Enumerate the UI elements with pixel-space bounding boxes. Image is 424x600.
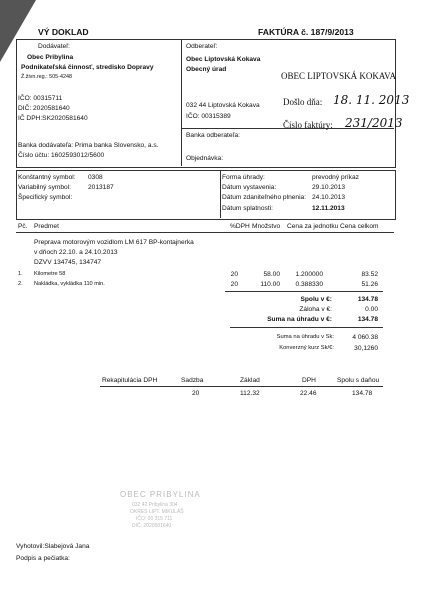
recap-header-3: DPH bbox=[302, 377, 316, 384]
item-vat: 20 bbox=[230, 281, 238, 288]
description-line-1: v dňoch 22.10. a 24.10.2013 bbox=[34, 249, 118, 256]
invoice-number-label: Číslo faktúry: bbox=[283, 120, 333, 130]
customer-label: Odberateľ: bbox=[186, 43, 218, 50]
item-name: Kilometre 58 bbox=[34, 271, 66, 277]
recap-cell-2: 112.32 bbox=[240, 390, 260, 397]
item-no: 1. bbox=[18, 271, 23, 277]
supplier-ico: IČO: 00315711 bbox=[18, 95, 63, 102]
invoice-title: FAKTÚRA č. 187/9/2013 bbox=[258, 27, 354, 37]
item-no: 2. bbox=[18, 281, 23, 287]
symbol-value-1: 2013187 bbox=[88, 184, 114, 191]
parties-divider bbox=[181, 39, 182, 166]
total-value-2: 134.78 bbox=[357, 316, 378, 323]
symbols-divider bbox=[220, 170, 221, 218]
col-qty: Množstvo bbox=[252, 223, 281, 230]
recap-rule bbox=[100, 386, 383, 387]
recap-cell-4: 134.78 bbox=[352, 390, 373, 397]
recap-header-0: Rekapitulácia DPH bbox=[102, 377, 158, 384]
recap-header-4: Spolu s daňou bbox=[337, 377, 380, 384]
customer-ico: IČO: 00315389 bbox=[186, 113, 231, 120]
conversion-label-0: Suma na úhradu v Sk: bbox=[276, 334, 334, 340]
payment-value-2: 24.10.2013 bbox=[312, 194, 346, 201]
total-value-1: 0.00 bbox=[365, 306, 378, 313]
stamp-line: 032 42 Pribylina 304 bbox=[132, 502, 178, 508]
customer-bank: Banka odberateľa: bbox=[186, 132, 240, 139]
stamp-line: IČO: 00 315 711 bbox=[136, 516, 173, 522]
item-unit-price: 0.388330 bbox=[295, 281, 323, 288]
signature-label: Podpis a pečiatka: bbox=[16, 555, 70, 562]
col-vat: %DPH bbox=[230, 223, 250, 230]
symbol-label-1: Variabilný symbol: bbox=[18, 184, 72, 191]
supplier-icdph: IČ DPH:SK2020581640 bbox=[18, 115, 88, 122]
payment-label-3: Dátum splatnosti: bbox=[222, 205, 273, 212]
recap-cell-1: 20 bbox=[192, 390, 200, 397]
customer-office: Obecný úrad bbox=[186, 66, 227, 73]
received-date-label: Došlo dňa: bbox=[283, 97, 323, 107]
supplier-bank: Banka dodávateľa: Prima banka Slovensko, a.s. bbox=[18, 142, 159, 149]
totals-rule bbox=[230, 327, 383, 328]
supplier-account: Číslo účtu: 1602593012/5600 bbox=[18, 152, 105, 159]
item-name: Nakládka, vykládka 110 min. bbox=[34, 281, 105, 287]
issued-by: Vyhotovil:Slabejová Jana bbox=[16, 543, 90, 550]
recap-header-2: Základ bbox=[240, 377, 260, 384]
conversion-value-1: 30,1260 bbox=[354, 345, 378, 352]
item-vat: 20 bbox=[230, 271, 238, 278]
total-label-0: Spolu v €: bbox=[300, 296, 332, 303]
description-line-2: DZVV 134745, 134747 bbox=[34, 259, 102, 266]
items-header-rule bbox=[16, 232, 394, 233]
items-end-rule bbox=[225, 291, 383, 292]
invoice-number-value: 231/2013 bbox=[345, 116, 403, 130]
payment-value-0: prevodný príkaz bbox=[312, 174, 359, 181]
municipal-stamp bbox=[120, 490, 230, 538]
stamp-line: OBEC PRIBYLINA bbox=[120, 490, 201, 499]
customer-name: Obec Liptovská Kokava bbox=[186, 56, 261, 63]
item-qty: 58.00 bbox=[263, 271, 280, 278]
supplier-label: Dodávateľ: bbox=[38, 43, 70, 50]
doc-title: VÝ DOKLAD bbox=[38, 27, 89, 37]
conversion-value-0: 4 060.38 bbox=[352, 334, 378, 341]
symbol-label-2: Špecifický symbol: bbox=[18, 194, 73, 201]
col-total: Cena celkom bbox=[340, 223, 379, 230]
total-value-0: 134.78 bbox=[357, 296, 378, 303]
recap-header-1: Sadzba bbox=[181, 377, 204, 384]
payment-label-1: Dátum vystavenia: bbox=[222, 184, 277, 191]
item-qty: 110.00 bbox=[260, 281, 280, 288]
received-date-value: 18. 11. 2013 bbox=[333, 93, 410, 107]
supplier-name: Obec Pribylina bbox=[27, 54, 74, 61]
payment-label-2: Dátum zdaniteľného plnenia: bbox=[222, 194, 307, 201]
customer-order: Objednávka: bbox=[186, 155, 224, 162]
symbol-label-0: Konštantný symbol: bbox=[18, 174, 76, 181]
conversion-label-1: Konverzný kurz Sk/€: bbox=[279, 345, 334, 351]
item-total: 83.52 bbox=[361, 271, 378, 278]
symbol-value-0: 0308 bbox=[88, 174, 103, 181]
payment-value-1: 29.10.2013 bbox=[312, 184, 346, 191]
item-total: 51.26 bbox=[361, 281, 378, 288]
received-stamp-title: OBEC LIPTOVSKÁ KOKAVA bbox=[281, 71, 397, 81]
recap-cell-3: 22.46 bbox=[300, 390, 317, 397]
supplier-business: Podnikateľská činnosť, stredisko Dopravy bbox=[21, 64, 154, 71]
item-unit-price: 1.200000 bbox=[295, 271, 323, 278]
customer-address: 032 44 Liptovská Kokava bbox=[186, 102, 260, 109]
supplier-registry: Ž.živn.reg.: 505-4248 bbox=[21, 74, 72, 80]
description-line-0: Preprava motorovým vozidlom LM 617 BP-kontajnerka bbox=[34, 239, 194, 246]
stamp-line: OKRES LIPT. MIKULÁŠ bbox=[130, 509, 184, 515]
total-label-2: Suma na úhradu v €: bbox=[267, 316, 332, 323]
supplier-dic: DIČ: 2020581640 bbox=[18, 105, 70, 112]
total-label-1: Záloha v €: bbox=[299, 306, 332, 313]
col-unit-price: Cena za jednotku bbox=[287, 223, 339, 230]
payment-label-0: Forma úhrady: bbox=[222, 174, 265, 181]
col-subject: Predmet bbox=[34, 223, 59, 230]
payment-value-3: 12.11.2013 bbox=[312, 205, 345, 212]
col-no: Pč. bbox=[18, 223, 28, 230]
stamp-line: DIČ: 2020581640 bbox=[132, 523, 172, 529]
